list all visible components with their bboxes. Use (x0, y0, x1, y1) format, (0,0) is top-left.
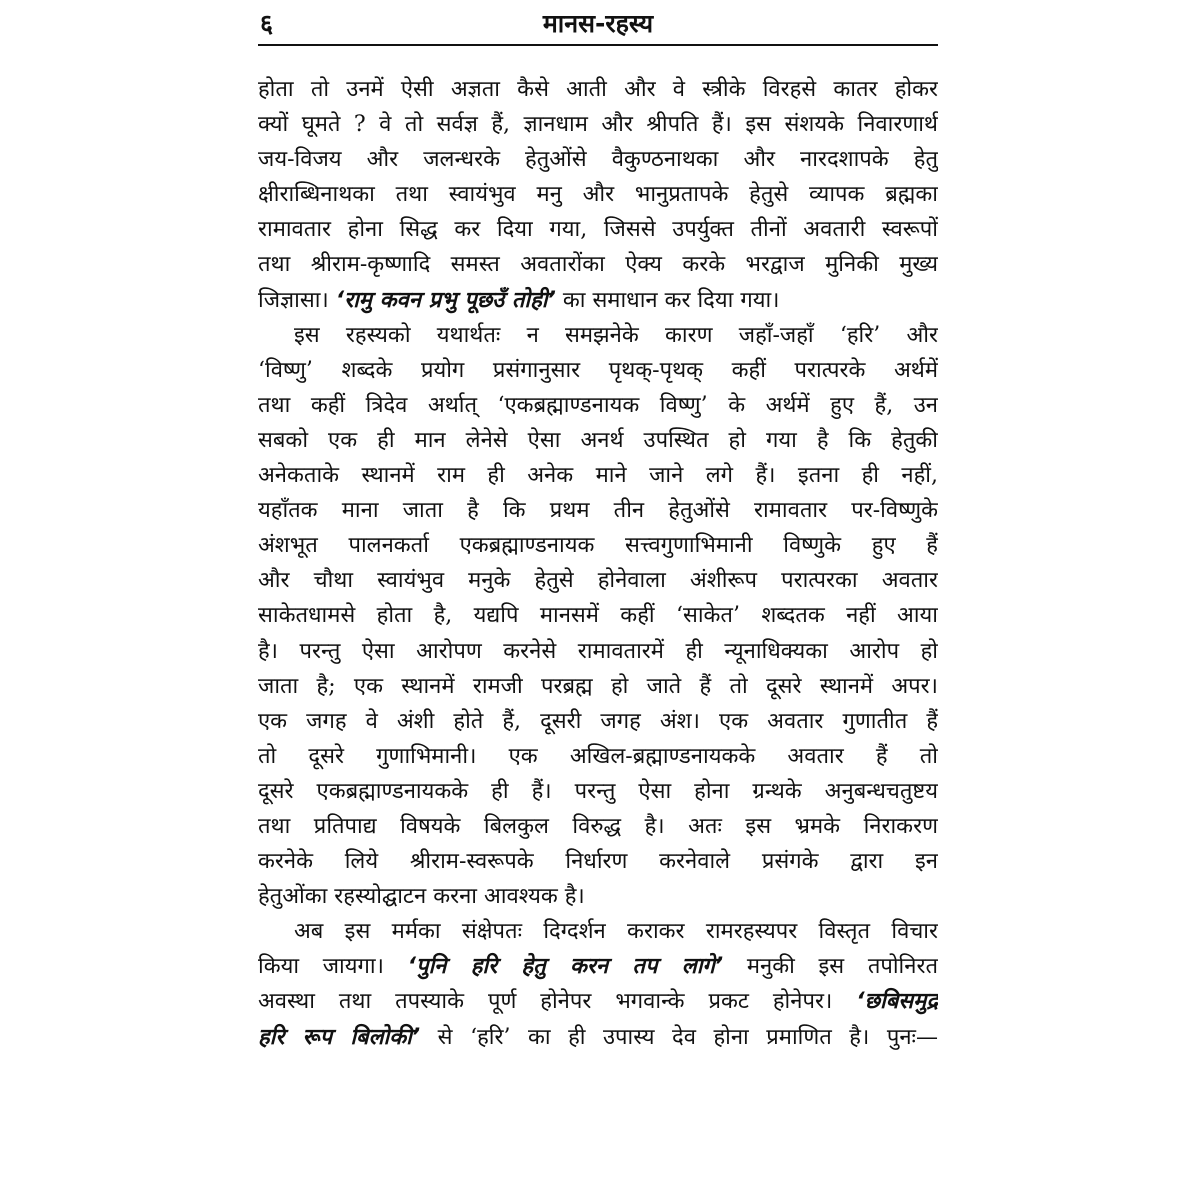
text-line: यहाँतक माना जाता है कि प्रथम तीन हेतुओंसे रामावतार पर-विष्णुके (258, 498, 938, 524)
text-line: करनेके लिये श्रीराम-स्वरूपके निर्धारण करनेवाले प्रसंगके द्वारा इन (258, 849, 938, 875)
text-line: तथा श्रीराम-कृष्णादि समस्त अवतारोंका ऐक्य करके भरद्वाज मुनिकी मुख्य (258, 252, 938, 278)
text-run: किया जायगा। (258, 954, 408, 980)
text-run: अवस्था तथा तपस्याके पूर्ण होनेपर भगवान्के प्रकट होनेपर। (258, 989, 857, 1015)
text-line: तथा प्रतिपाद्य विषयके बिलकुल विरुद्ध है। अतः इस भ्रमके निराकरण (258, 813, 938, 839)
text-line: अंशभूत पालनकर्ता एकब्रह्माण्डनायक सत्त्वगुणाभिमानी विष्णुके हुए हैं (258, 533, 938, 559)
paragraph-first-line: अब इस मर्मका संक्षेपतः दिग्दर्शन कराकर रामरहस्यपर विस्तृत विचार (294, 919, 938, 945)
text-line: एक जगह वे अंशी होते हैं, दूसरी जगह अंश। एक अवतार गुणातीत हैं (258, 708, 938, 734)
text-line (258, 1020, 938, 1055)
text-line: क्षीराब्धिनाथका तथा स्वायंभुव मनु और भानुप्रतापके हेतुसे व्यापक ब्रह्मका (258, 182, 938, 208)
body-text (258, 72, 938, 1055)
text-line: सबको एक ही मान लेनेसे ऐसा अनर्थ उपस्थित हो गया है कि हेतुकी (258, 427, 938, 453)
paragraph-first-line: इस रहस्यको यथार्थतः न समझनेके कारण जहाँ-जहाँ ‘हरि’ और (294, 322, 938, 348)
quotation: हरि रूप बिलोकी’ (258, 1024, 421, 1050)
book-page (258, 0, 938, 1200)
text-line: दूसरे एकब्रह्माण्डनायकके ही हैं। परन्तु ऐसा होना ग्रन्थके अनुबन्धचतुष्टय (258, 778, 938, 804)
text-line: होता तो उनमें ऐसी अज्ञता कैसे आती और वे स्त्रीके विरहसे कातर होकर (258, 77, 938, 102)
text-line (258, 283, 938, 318)
header-rule (258, 44, 938, 46)
text-line: है। परन्तु ऐसा आरोपण करनेसे रामावतारमें ही न्यूनाधिक्यका आरोप हो (258, 638, 938, 664)
text-line: जय-विजय और जलन्धरके हेतुओंसे वैकुण्ठनाथका और नारदशापके हेतु (258, 147, 938, 173)
text-line: तो दूसरे गुणाभिमानी। एक अखिल-ब्रह्माण्डनायकके अवतार हैं तो (258, 743, 938, 769)
page-number: ६ (260, 9, 274, 38)
text-run: से ‘हरि’ का ही उपास्य देव होना प्रमाणित है। पुनः— (420, 1024, 938, 1050)
text-line: क्यों घूमते ? वे तो सर्वज्ञ हैं, ज्ञानधाम और श्रीपति हैं। इस संशयके निवारणार्थ (258, 112, 938, 138)
text-run: का समाधान कर दिया गया। (555, 287, 780, 313)
text-line: रामावतार होना सिद्ध कर दिया गया, जिससे उपर्युक्त तीनों अवतारी स्वरूपों (258, 217, 938, 243)
text-line: साकेतधामसे होता है, यद्यपि मानसमें कहीं ‘साकेत’ शब्दतक नहीं आया (258, 603, 938, 629)
quotation: ‘पुनि हरि हेतु करन तप लागे’ (407, 954, 724, 980)
text-line: ‘विष्णु’ शब्दके प्रयोग प्रसंगानुसार पृथक्-पृथक् कहीं परात्परके अर्थमें (258, 357, 938, 383)
quotation: ‘छबिसमुद्र (856, 989, 938, 1015)
text-line: और चौथा स्वायंभुव मनुके हेतुसे होनेवाला अंशीरूप परात्परका अवतार (258, 568, 938, 594)
text-line: तथा कहीं त्रिदेव अर्थात् ‘एकब्रह्माण्डनायक विष्णु’ के अर्थमें हुए हैं, उन (258, 392, 938, 418)
text-line: अनेकताके स्थानमें राम ही अनेक माने जाने लगे हैं। इतना ही नहीं, (258, 463, 938, 489)
quotation: ‘रामु कवन प्रभु पूछउँ तोही’ (335, 287, 556, 313)
text-line (258, 984, 938, 1019)
text-line: हेतुओंका रहस्योद्घाटन करना आवश्यक है। (258, 884, 585, 910)
text-line (258, 949, 938, 984)
running-title: मानस-रहस्य (542, 9, 654, 38)
text-run: मनुकी इस तपोनिरत (723, 954, 938, 980)
text-run: जिज्ञासा। (258, 287, 336, 313)
page-header (258, 2, 938, 38)
text-line: जाता है; एक स्थानमें रामजी परब्रह्म हो जाते हैं तो दूसरे स्थानमें अपर। (258, 673, 938, 699)
